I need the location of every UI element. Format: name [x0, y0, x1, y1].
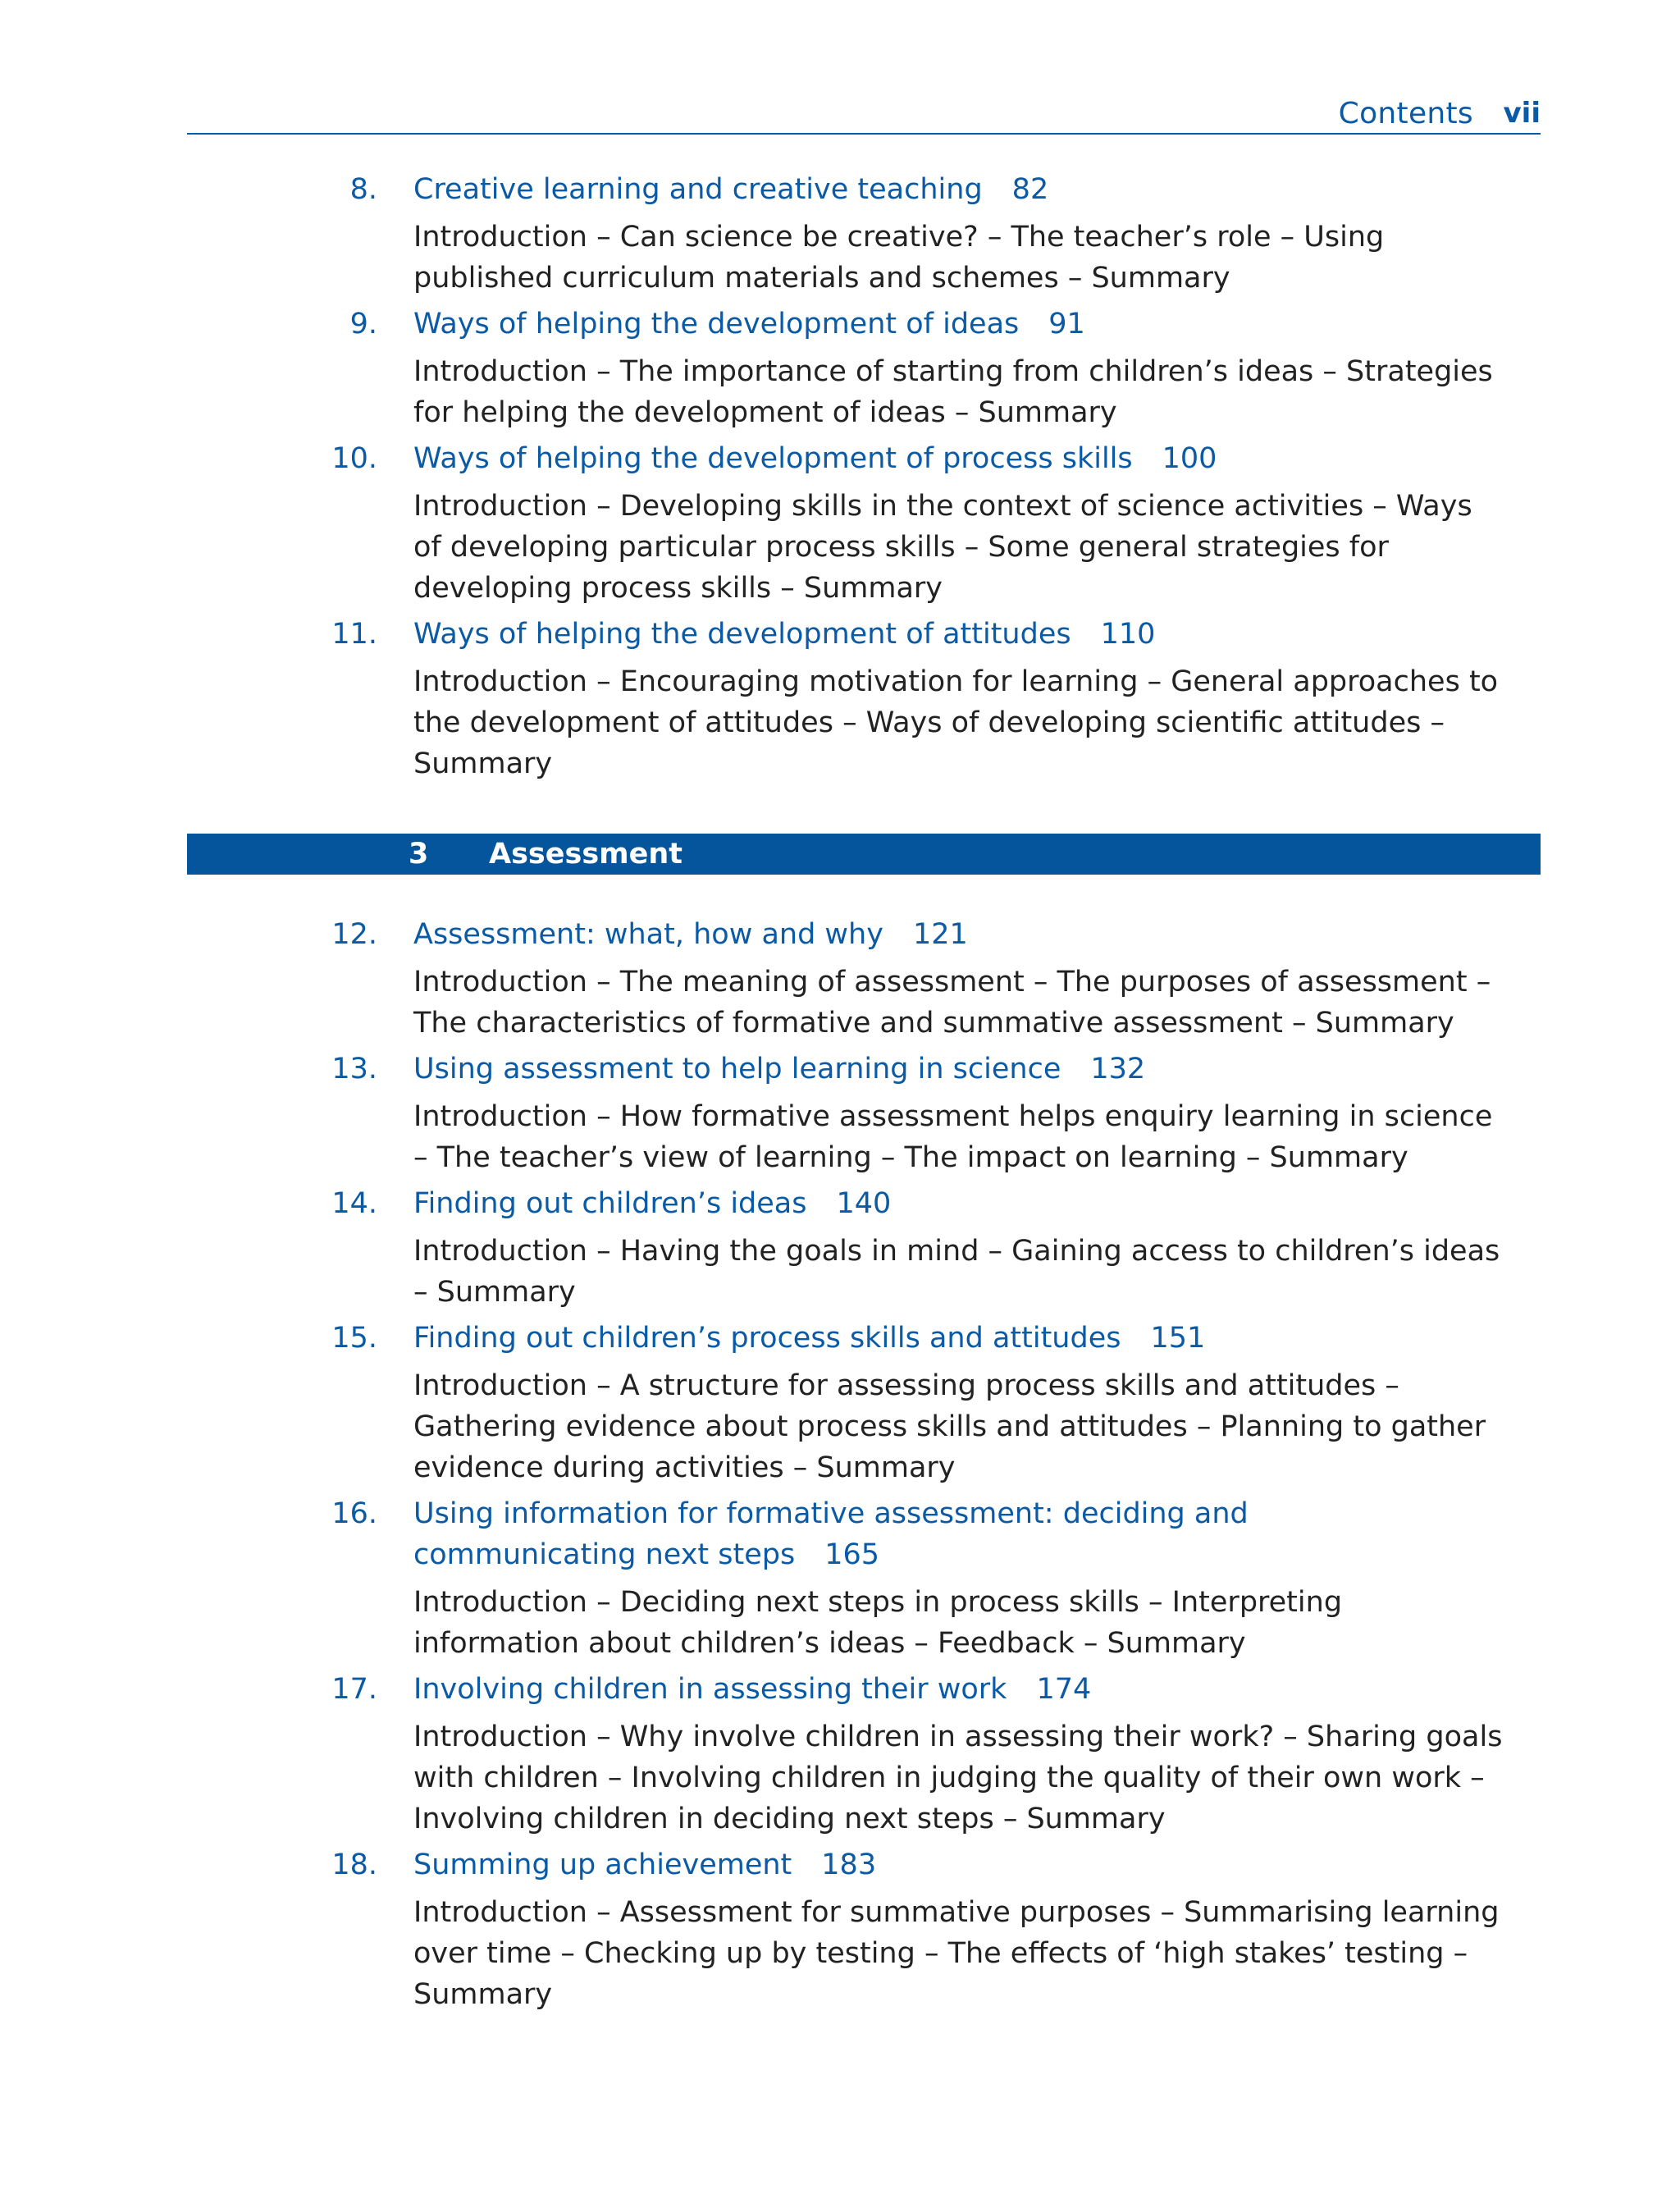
chapter-title[interactable] [413, 1318, 1480, 1359]
chapter-title-text: Assessment: what, how and why [413, 918, 883, 951]
chapter-description: Introduction – How formative assessment helps enquiry learning in science – The teacher’s view of learning – The impact on learning – Summary [413, 1100, 1493, 1174]
chapter-page: 82 [1011, 173, 1049, 206]
chapter-page: 140 [836, 1187, 892, 1220]
chapter-page: 100 [1162, 442, 1217, 475]
chapter-title[interactable] [413, 1493, 1480, 1575]
chapter-description: Introduction – Why involve children in assessing their work? – Sharing goals with children – Involving children in judging the quality of their own work – Involving children in deciding next steps – Summary [413, 1721, 1503, 1835]
chapter-title[interactable] [413, 169, 1480, 210]
toc-entry[interactable] [0, 914, 1680, 1044]
toc-entry[interactable] [0, 614, 1680, 784]
chapter-number: 12. [331, 918, 377, 951]
part-title: Assessment [489, 838, 683, 871]
toc-entry[interactable] [0, 304, 1680, 433]
chapter-number: 13. [331, 1053, 377, 1085]
toc-entry[interactable] [0, 1493, 1680, 1664]
chapter-title[interactable] [413, 1844, 1480, 1885]
chapter-number: 10. [331, 442, 377, 475]
chapter-title-text: Using assessment to help learning in science [413, 1053, 1061, 1085]
running-head [187, 92, 1541, 135]
chapter-title-text: Summing up achievement [413, 1849, 792, 1881]
part-heading-bar [187, 834, 1541, 875]
chapter-page: 91 [1048, 308, 1085, 340]
chapter-description: Introduction – Encouraging motivation for learning – General approaches to the development of attitudes – Ways of developing scientific attitudes – Summary [413, 665, 1499, 780]
chapter-number: 11. [331, 618, 377, 651]
chapter-number: 16. [331, 1497, 377, 1530]
chapter-title[interactable] [413, 1669, 1480, 1710]
chapter-description: Introduction – The meaning of assessment – The purposes of assessment – The characteristics of formative and summative assessment – Summary [413, 966, 1491, 1040]
chapter-title[interactable] [413, 914, 1480, 955]
chapter-title-text: Ways of helping the development of attitudes [413, 618, 1071, 651]
contents-list-bottom [0, 914, 1680, 2020]
chapter-description: Introduction – Can science be creative? – The teacher’s role – Using published curriculum materials and schemes – Summary [413, 221, 1385, 295]
chapter-page: 121 [912, 918, 968, 951]
toc-entry[interactable] [0, 1183, 1680, 1313]
chapter-number: 8. [349, 173, 377, 206]
chapter-description: Introduction – Deciding next steps in process skills – Interpreting information about children’s ideas – Feedback – Summary [413, 1586, 1343, 1660]
chapter-number: 15. [331, 1322, 377, 1355]
chapter-title-text: Ways of helping the development of process skills [413, 442, 1133, 475]
toc-entry[interactable] [0, 169, 1680, 299]
chapter-description: Introduction – The importance of starting from children’s ideas – Strategies for helping the development of ideas – Summary [413, 355, 1493, 429]
chapter-title-text: Finding out children’s process skills and attitudes [413, 1322, 1121, 1355]
chapter-page: 165 [824, 1538, 880, 1571]
toc-entry[interactable] [0, 1669, 1680, 1839]
running-head-title: Contents [1338, 97, 1473, 130]
chapter-title-text: Finding out children’s ideas [413, 1187, 807, 1220]
chapter-number: 9. [349, 308, 377, 340]
chapter-number: 18. [331, 1849, 377, 1881]
chapter-title[interactable] [413, 438, 1480, 479]
chapter-page: 183 [821, 1849, 877, 1881]
chapter-title[interactable] [413, 1183, 1480, 1224]
chapter-description: Introduction – Developing skills in the context of science activities – Ways of developing particular process skills – Some general strategies for developing process skills – Summary [413, 490, 1472, 605]
chapter-page: 151 [1150, 1322, 1206, 1355]
chapter-description: Introduction – A structure for assessing process skills and attitudes – Gathering evidence about process skills and attitudes – Planning to gather evidence during activities – Summary [413, 1369, 1486, 1484]
chapter-page: 110 [1100, 618, 1156, 651]
chapter-number: 17. [331, 1673, 377, 1706]
part-number: 3 [409, 838, 429, 871]
toc-entry[interactable] [0, 1844, 1680, 2015]
toc-entry[interactable] [0, 1049, 1680, 1178]
chapter-title[interactable] [413, 614, 1480, 655]
chapter-description: Introduction – Having the goals in mind – Gaining access to children’s ideas – Summary [413, 1235, 1500, 1309]
chapter-description: Introduction – Assessment for summative purposes – Summarising learning over time – Checking up by testing – The effects of ‘high stakes’ testing – Summary [413, 1896, 1500, 2011]
page-number: vii [1503, 97, 1541, 130]
chapter-title-text: Using information for formative assessment: deciding and communicating next steps [413, 1497, 1249, 1571]
chapter-page: 132 [1090, 1053, 1146, 1085]
chapter-title[interactable] [413, 1049, 1480, 1090]
chapter-title[interactable] [413, 304, 1480, 345]
chapter-title-text: Involving children in assessing their work [413, 1673, 1007, 1706]
toc-entry[interactable] [0, 438, 1680, 609]
contents-list-top [0, 169, 1680, 789]
chapter-page: 174 [1036, 1673, 1092, 1706]
chapter-number: 14. [331, 1187, 377, 1220]
chapter-title-text: Ways of helping the development of ideas [413, 308, 1020, 340]
chapter-title-text: Creative learning and creative teaching [413, 173, 983, 206]
toc-entry[interactable] [0, 1318, 1680, 1488]
